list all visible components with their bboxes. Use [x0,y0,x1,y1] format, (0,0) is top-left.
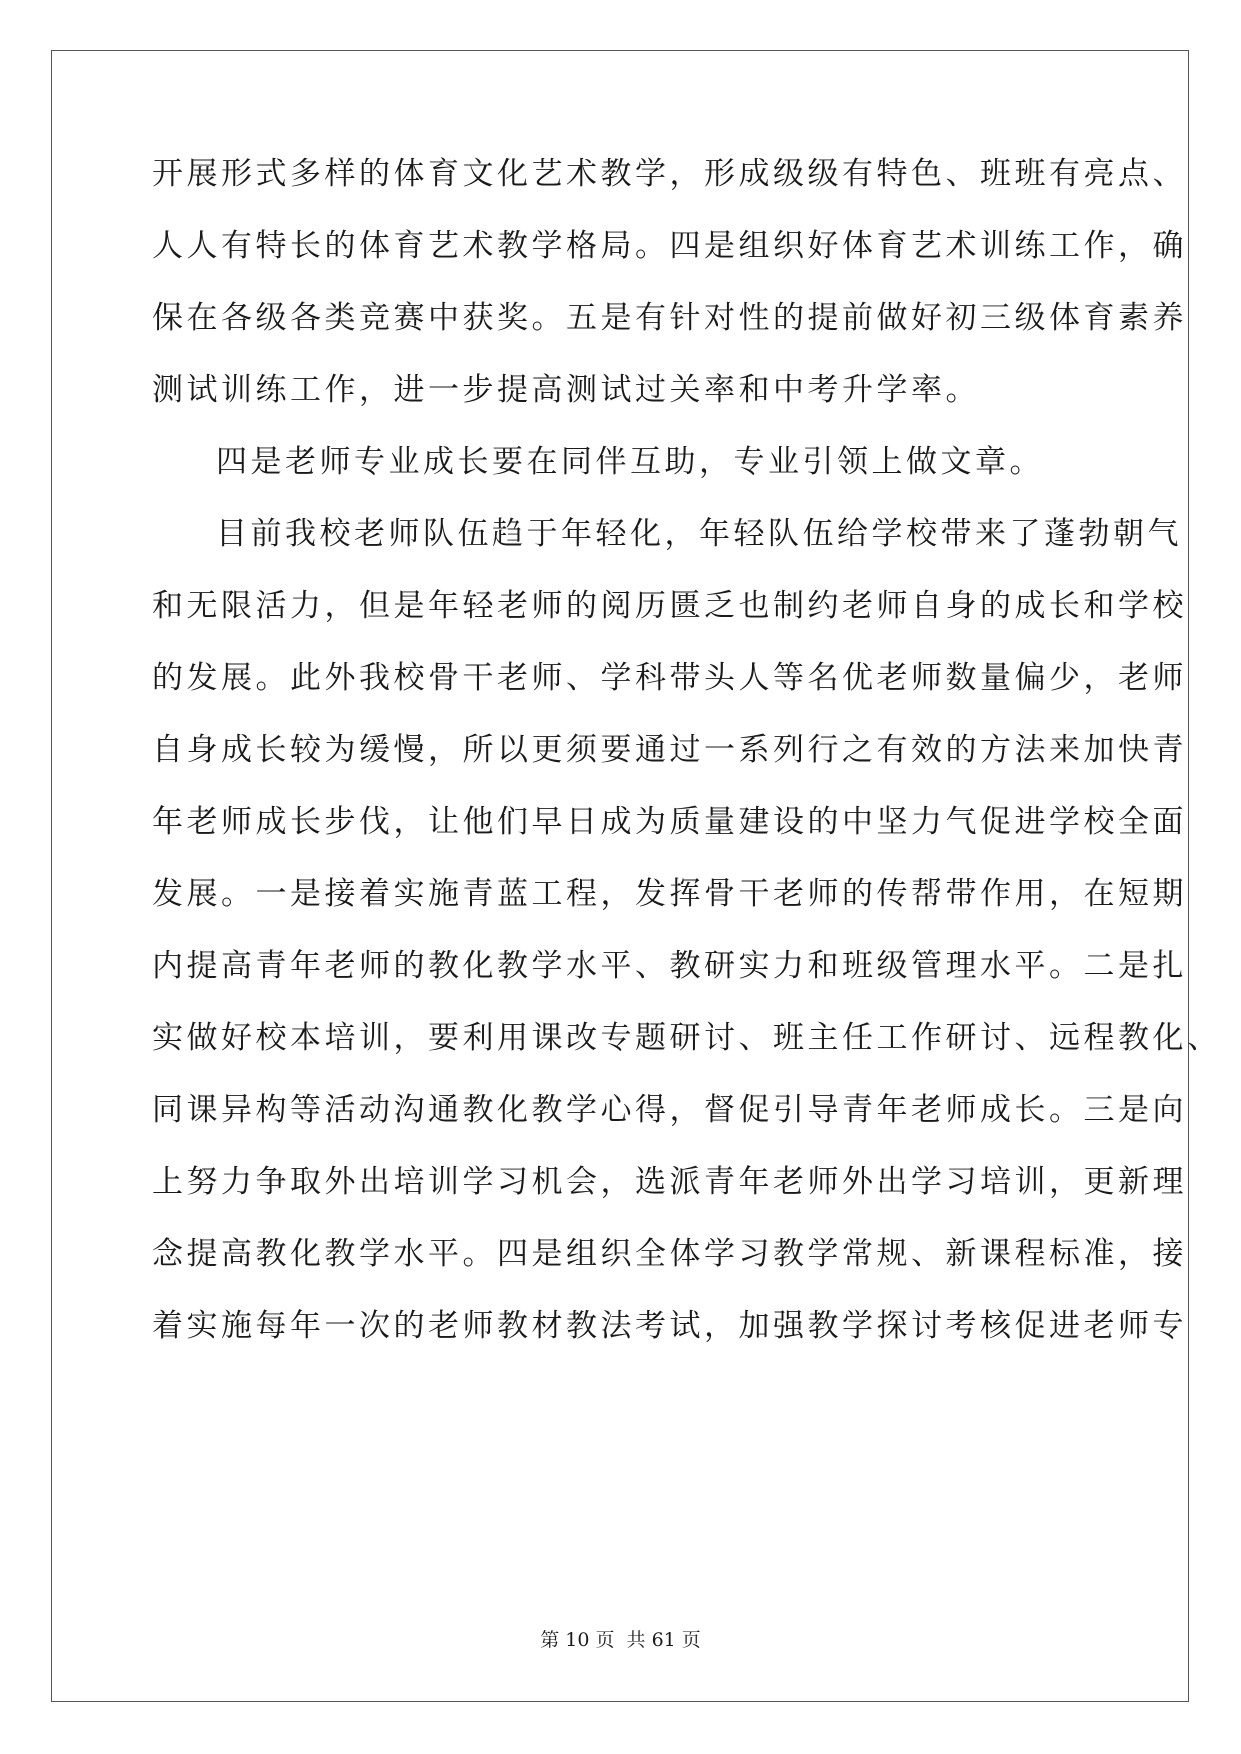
section-heading: 四是老师专业成长要在同伴互助，专业引领上做文章。 [216,444,1044,480]
text-line: 内提高青年老师的教化教学水平、教研实力和班级管理水平。二是扎 [152,948,1187,984]
text-line: 的发展。此外我校骨干老师、学科带头人等名优老师数量偏少，老师 [152,660,1187,696]
text-line: 上努力争取外出培训学习机会，选派青年老师外出学习培训，更新理 [152,1164,1187,1200]
text-line: 着实施每年一次的老师教材教法考试，加强教学探讨考核促进老师专 [152,1308,1187,1344]
text-line: 自身成长较为缓慢，所以更须要通过一系列行之有效的方法来加快青 [152,732,1187,768]
text-line: 和无限活力，但是年轻老师的阅历匮乏也制约老师自身的成长和学校 [152,588,1187,624]
page-number-footer: 第 10 页 共 61 页 [540,1629,701,1651]
text-line: 同课异构等活动沟通教化教学心得，督促引导青年老师成长。三是向 [152,1092,1187,1128]
text-line: 测试训练工作，进一步提高测试过关率和中考升学率。 [152,372,980,408]
text-line: 发展。一是接着实施青蓝工程，发挥骨干老师的传帮带作用，在短期 [152,876,1187,912]
text-line: 人人有特长的体育艺术教学格局。四是组织好体育艺术训练工作，确 [152,228,1187,264]
text-line: 开展形式多样的体育文化艺术教学，形成级级有特色、班班有亮点、 [152,156,1187,192]
text-line: 年老师成长步伐，让他们早日成为质量建设的中坚力气促进学校全面 [152,804,1187,840]
text-line: 实做好校本培训，要利用课改专题研讨、班主任工作研讨、远程教化、 [152,1020,1222,1056]
text-line: 目前我校老师队伍趋于年轻化，年轻队伍给学校带来了蓬勃朝气 [216,516,1182,552]
text-line: 保在各级各类竞赛中获奖。五是有针对性的提前做好初三级体育素养 [152,300,1187,336]
text-line: 念提高教化教学水平。四是组织全体学习教学常规、新课程标准，接 [152,1236,1187,1272]
